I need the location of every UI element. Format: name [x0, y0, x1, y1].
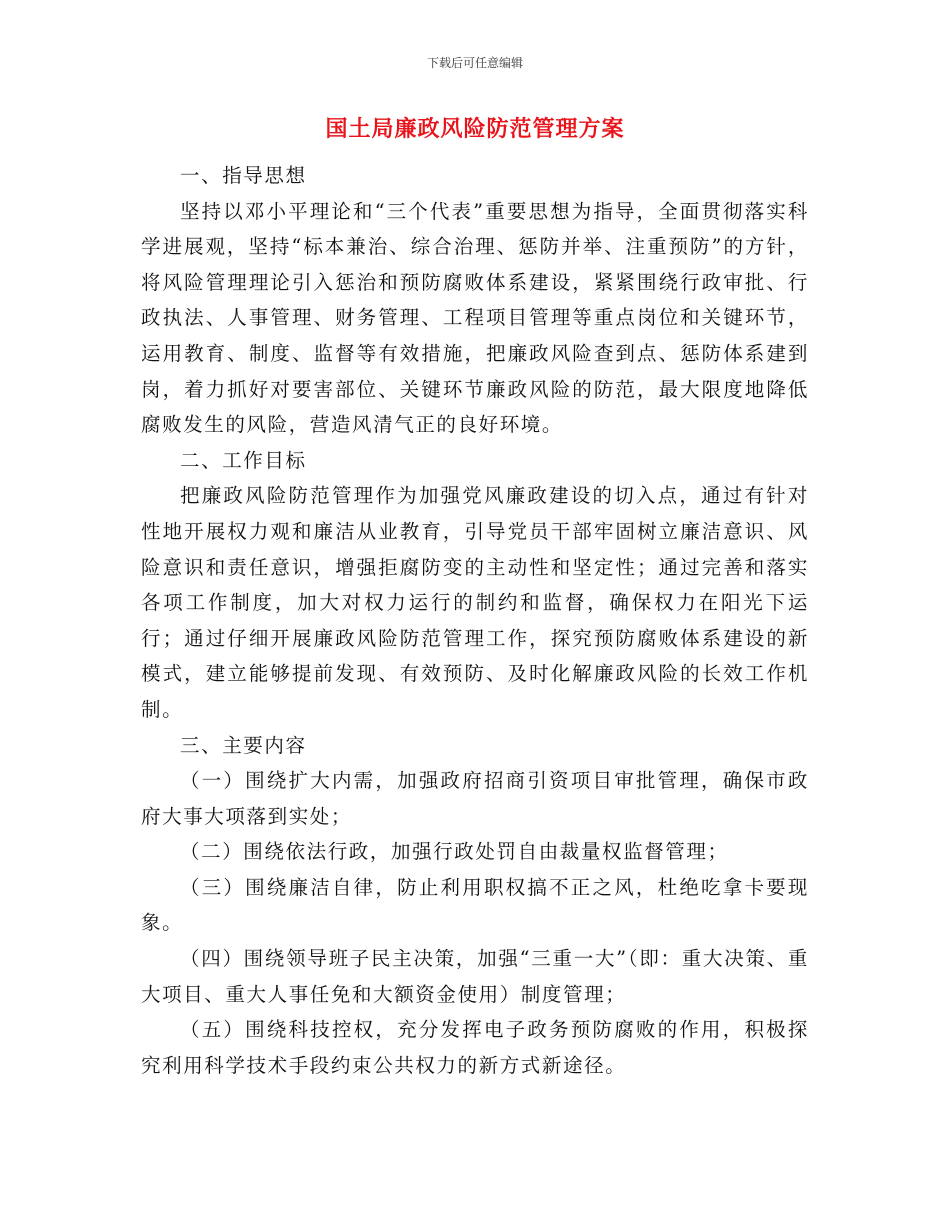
section-heading: 一、指导思想 — [180, 164, 307, 187]
list-item: （五）围绕科技控权，充分发挥电子政务预防腐败的作用，积极探究利用科学技术手段约束公共权力的新方式新途径。 — [141, 1018, 809, 1077]
list-item: （三）围绕廉洁自律，防止利用职权搞不正之风，杜绝吃拿卡要现象。 — [141, 875, 809, 935]
section-heading: 二、工作目标 — [180, 448, 307, 472]
paragraph: 把廉政风险防范管理作为加强党风廉政建设的切入点，通过有针对性地开展权力观和廉洁从业教育，引导党员干部牢固树立廉洁意识、风险意识和责任意识，增强拒腐防变的主动性和坚定性；通过完善和落实各项工作制度，加大对权力运行的制约和监督，确保权力在阳光下运行；通过仔细开展廉政风险防范管理工作，探究预防腐败体系建设的新模式，建立能够提前发现、有效预防、及时化解廉政风险的长效工作机制。 — [141, 484, 809, 721]
paragraph: 坚持以邓小平理论和“三个代表”重要思想为指导，全面贯彻落实科学进展观，坚持“标本兼治、综合治理、惩防并举、注重预防”的方针，将风险管理理论引入惩治和预防腐败体系建设，紧紧围绕行政审批、行政执法、人事管理、财务管理、工程项目管理等重点岗位和关键环节，运用教育、制度、监督等有效措施，把廉政风险查到点、惩防体系建到岗，着力抓好对要害部位、关键环节廉政风险的防范，最大限度地降低腐败发生的风险，营造风清气正的良好环境。 — [141, 199, 809, 437]
list-item: （二）围绕依法行政，加强行政处罚自由裁量权监督管理； — [180, 840, 729, 864]
list-item: （一）围绕扩大内需，加强政府招商引资项目审批管理，确保市政府大事大项落到实处； — [141, 769, 809, 828]
section-heading: 三、主要内容 — [180, 733, 307, 757]
document-title: 国土局廉政风险防范管理方案 — [325, 117, 625, 142]
header-note: 下载后可任意编辑 — [426, 56, 523, 70]
document-body — [141, 158, 809, 1083]
list-item: （四）围绕领导班子民主决策，加强“三重一大”（即：重大决策、重大项目、重大人事任免和大额资金使用）制度管理； — [141, 947, 809, 1006]
